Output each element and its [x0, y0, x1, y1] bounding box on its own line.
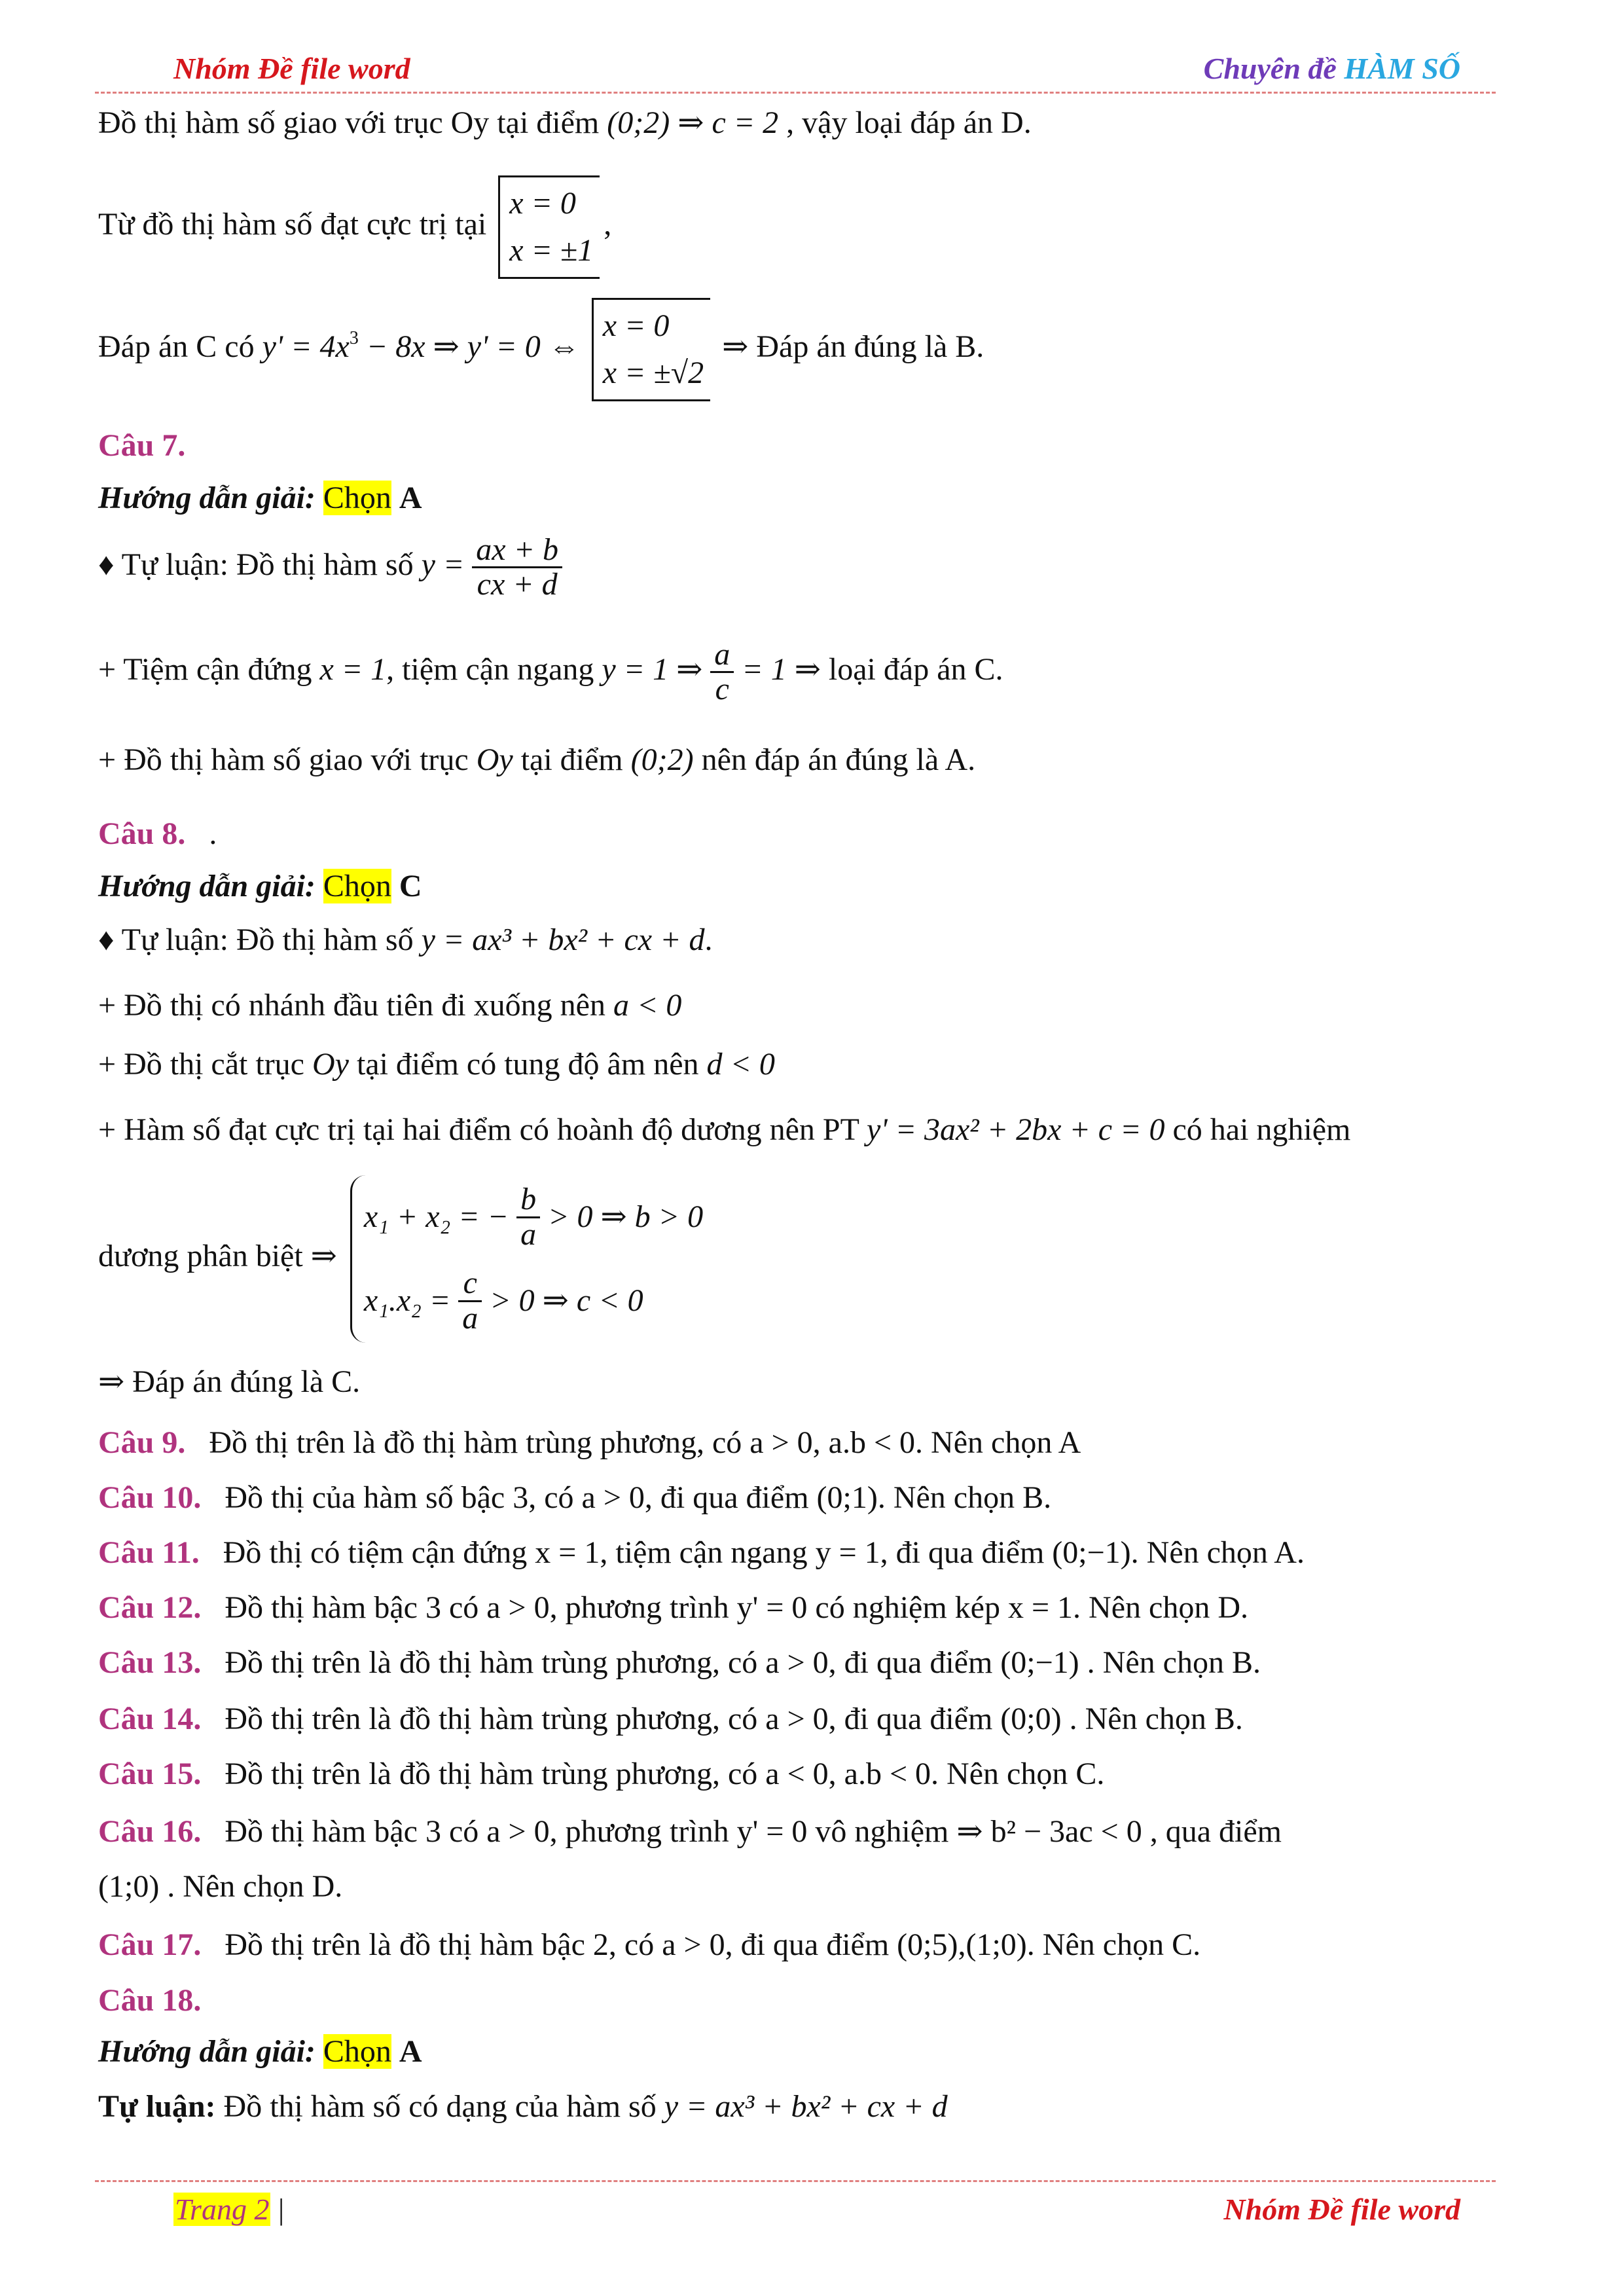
header-topic: HÀM SỐ	[1344, 52, 1460, 85]
answer-line: Câu 13. Đồ thị trên là đồ thị hàm trùng phương, có a > 0, đi qua điểm (0;−1) . Nên chọn B.	[98, 1645, 1261, 1680]
header-right-title: Chuyên đề HÀM SỐ	[1203, 52, 1460, 85]
answer-line: Câu 14. Đồ thị trên là đồ thị hàm trùng phương, có a > 0, đi qua điểm (0;0) . Nên chọn B.	[98, 1702, 1243, 1736]
bracket-system: x = 0 x = ±1	[498, 175, 600, 279]
answer-line: Câu 15. Đồ thị trên là đồ thị hàm trùng phương, có a < 0, a.b < 0. Nên chọn C.	[98, 1757, 1105, 1791]
highlight: Chọn	[323, 481, 391, 515]
bracket-system: x = 0 x = ±√2	[592, 298, 710, 401]
text-line: + Đồ thị cắt trục Oy tại điểm có tung độ âm nên d < 0	[98, 1047, 775, 1082]
system-line: dương phân biệt ⇒ x₁ + x₂ = − $\frac{b}{a}$ > 0 ⇒ b > 0 x₁.x₂ = $\frac{c}{a}$ > 0 ⇒ c < 0	[98, 1175, 710, 1343]
answer-line: Câu 16. Đồ thị hàm bậc 3 có a > 0, phương trình y' = 0 vô nghiệm ⇒ b² − 3ac < 0 , qua điểm	[98, 1814, 1282, 1849]
text-line: Đồ thị hàm số giao với trục Oy tại điểm (0;2) ⇒ c = 2 , vậy loại đáp án D.	[98, 105, 1032, 140]
text-line: + Đồ thị có nhánh đầu tiên đi xuống nên a < 0	[98, 988, 682, 1023]
text-line: ⇒ Đáp án đúng là C.	[98, 1364, 361, 1399]
text-line: ♦ Tự luận: Đồ thị hàm số y = ax³ + bx² + cx + d.	[98, 922, 713, 957]
highlight: Chọn	[323, 869, 391, 903]
guide-heading: Hướng dẫn giải: Chọn A	[98, 481, 422, 515]
footer-right-title: Nhóm Đề file word	[1223, 2193, 1460, 2226]
answer-line: Câu 10. Đồ thị của hàm số bậc 3, có a > 0, đi qua điểm (0;1). Nên chọn B.	[98, 1480, 1052, 1515]
text-line: + Hàm số đạt cực trị tại hai điểm có hoành độ dương nên PT y' = 3ax² + 2bx + c = 0 có hai nghiệm	[98, 1112, 1351, 1147]
page-number: Trang 2 |	[175, 2193, 285, 2226]
fraction: $\frac{a}{c}$	[710, 638, 734, 706]
question-label: Câu 18.	[98, 1983, 202, 2018]
text-line: ♦ Tự luận: Đồ thị hàm số y = $\frac{ax + b}{cx + d}$	[98, 534, 562, 602]
derivative-line: Đáp án C có $y' = 4x^3 - 8x$ ⇒ y' = 0 ⇔ x = 0 x = ±√2 ⇒ Đáp án đúng là B.	[98, 298, 984, 401]
extrema-line: Từ đồ thị hàm số đạt cực trị tại x = 0 x = ±1,	[98, 175, 611, 279]
text-line: + Tiệm cận đứng x = 1, tiệm cận ngang y = 1 ⇒ $\frac{a}{c}$ = 1 ⇒ loại đáp án C.	[98, 637, 1003, 707]
guide-heading: Hướng dẫn giải: Chọn A	[98, 2034, 422, 2069]
header-divider	[95, 92, 1496, 94]
answer-line: (1;0) . Nên chọn D.	[98, 1869, 343, 1904]
answer-line: Câu 17. Đồ thị trên là đồ thị hàm bậc 2, có a > 0, đi qua điểm (0;5),(1;0). Nên chọn C.	[98, 1927, 1201, 1962]
fraction: $\frac{b}{a}$	[516, 1183, 540, 1251]
question-label: Câu 7.	[98, 428, 186, 463]
highlight: Chọn	[323, 2034, 391, 2069]
answer-line: Câu 9. Đồ thị trên là đồ thị hàm trùng phương, có a > 0, a.b < 0. Nên chọn A	[98, 1425, 1081, 1460]
answer-line: Câu 12. Đồ thị hàm bậc 3 có a > 0, phương trình y' = 0 có nghiệm kép x = 1. Nên chọn D.	[98, 1590, 1248, 1625]
fraction: $\frac{c}{a}$	[458, 1267, 482, 1335]
brace-system: x₁ + x₂ = − $\frac{b}{a}$ > 0 ⇒ b > 0 x₁.x₂ = $\frac{c}{a}$ > 0 ⇒ c < 0	[350, 1175, 710, 1343]
question-label: Câu 8. .	[98, 816, 217, 851]
fraction: $\frac{ax + b}{cx + d}$	[472, 534, 562, 602]
footer-divider	[95, 2180, 1496, 2182]
header-left-title: Nhóm Đề file word	[173, 52, 410, 85]
guide-heading: Hướng dẫn giải: Chọn C	[98, 869, 422, 903]
text-line: Tự luận: Đồ thị hàm số có dạng của hàm số y = ax³ + bx² + cx + d	[98, 2089, 948, 2124]
answer-line: Câu 11. Đồ thị có tiệm cận đứng x = 1, tiệm cận ngang y = 1, đi qua điểm (0;−1). Nên chọn A.	[98, 1535, 1305, 1570]
text-line: + Đồ thị hàm số giao với trục Oy tại điểm (0;2) nên đáp án đúng là A.	[98, 742, 976, 777]
